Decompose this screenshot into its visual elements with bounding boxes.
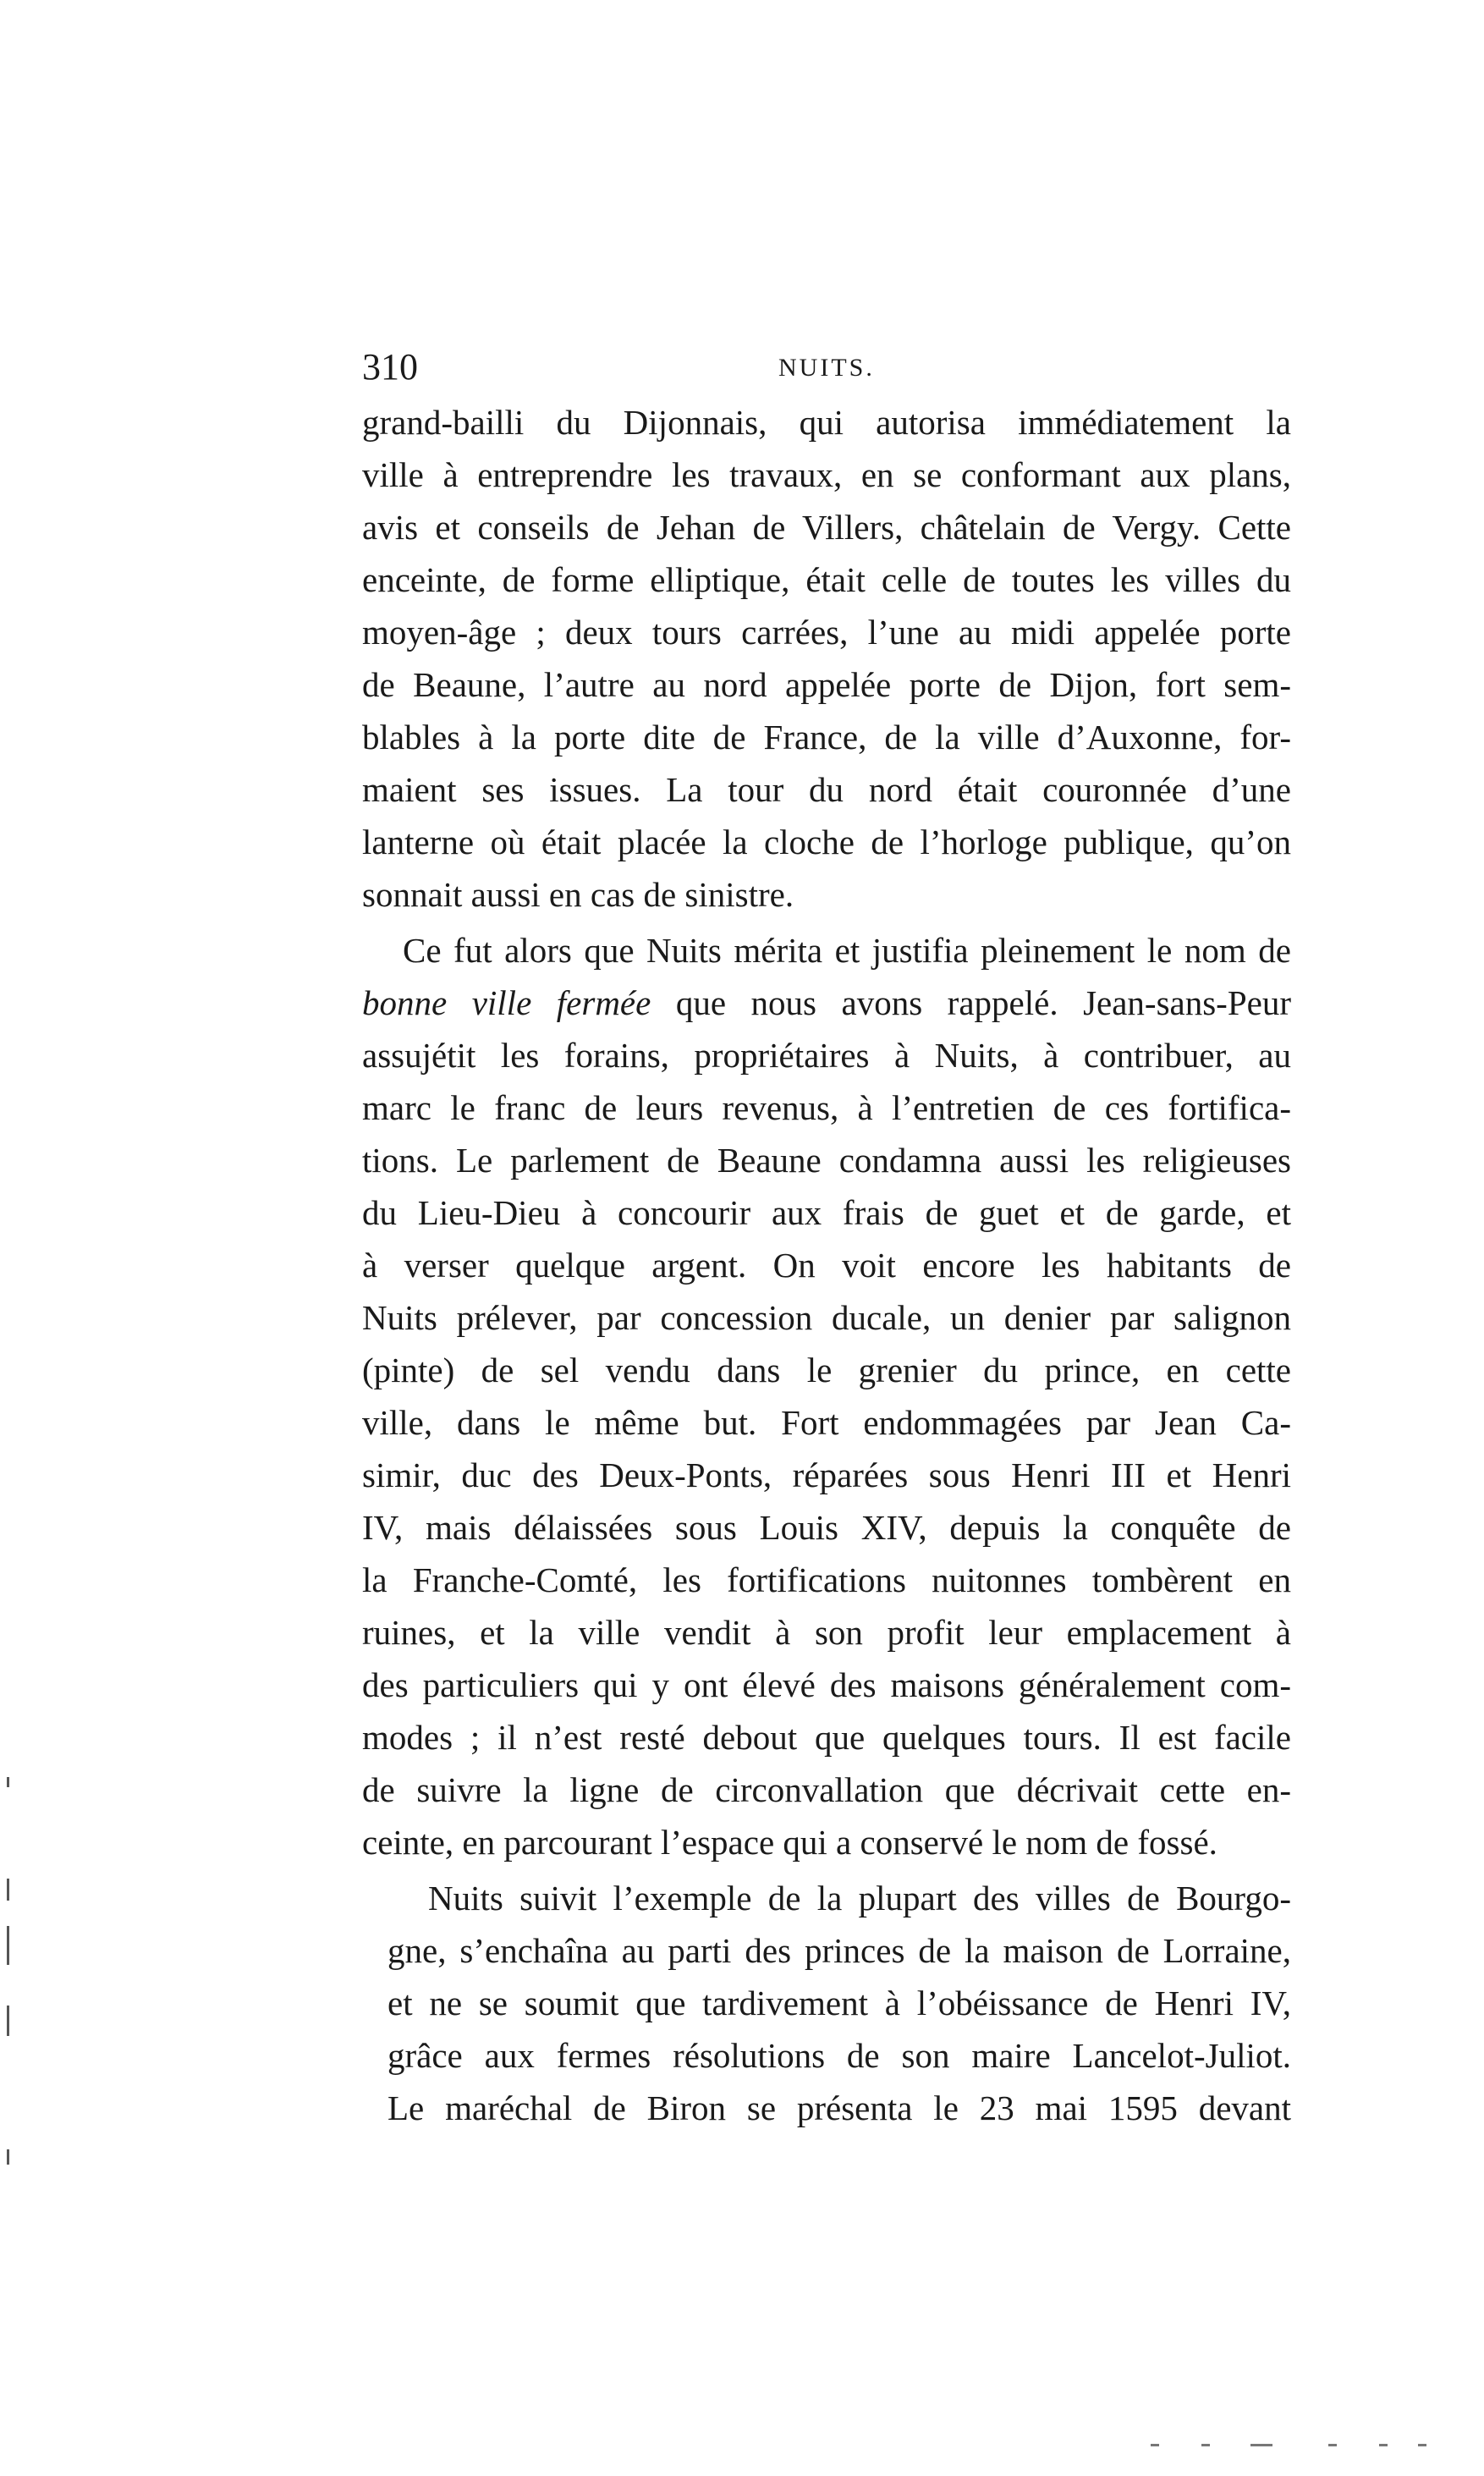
body-text xyxy=(362,396,1291,2134)
text-line: enceinte, de forme elliptique, était celle de toutes les villes du xyxy=(362,560,1291,599)
scan-mark xyxy=(1328,2444,1337,2446)
text-line: maient ses issues. La tour du nord était couronnée d’une xyxy=(362,770,1291,809)
scan-mark xyxy=(1250,2444,1272,2446)
text-line: Le maréchal de Biron se présenta le 23 mai 1595 devant xyxy=(387,2088,1291,2127)
text-line: de suivre la ligne de circonvallation que décrivait cette en- xyxy=(362,1770,1291,1809)
running-head xyxy=(362,342,1291,393)
scan-mark xyxy=(7,1926,9,1965)
text-line: moyen-âge ; deux tours carrées, l’une au midi appelée porte xyxy=(362,613,1291,652)
scan-foot-marks xyxy=(1151,2444,1430,2452)
text-line: Ce fut alors que Nuits mérita et justifia pleinement le nom de xyxy=(403,931,1291,970)
page-number: 310 xyxy=(362,346,418,388)
text-line: grand-bailli du Dijonnais, qui autorisa immédiatement la xyxy=(362,403,1291,442)
text-line: blables à la porte dite de France, de la ville d’Auxonne, for- xyxy=(362,718,1291,757)
text-line: modes ; il n’est resté debout que quelques tours. Il est facile xyxy=(362,1718,1291,1757)
scan-mark xyxy=(7,1777,9,1787)
scan-mark xyxy=(1379,2444,1388,2446)
text-line: du Lieu-Dieu à concourir aux frais de guet et de garde, et xyxy=(362,1193,1291,1232)
italic-phrase: bonne ville fermée xyxy=(362,983,651,1022)
text-line: assujétit les forains, propriétaires à Nuits, à contribuer, au xyxy=(362,1036,1291,1075)
paragraph-3 xyxy=(362,1872,1291,2134)
text-line: lanterne où était placée la cloche de l’horloge publique, qu’on xyxy=(362,823,1291,861)
text-line: Nuits prélever, par concession ducale, un denier par salignon xyxy=(362,1298,1291,1337)
text-line: ville à entreprendre les travaux, en se conformant aux plans, xyxy=(362,455,1291,494)
text-segment: que nous avons rappelé. Jean-sans-Peur xyxy=(651,983,1291,1022)
text-line: et ne se soumit que tardivement à l’obéissance de Henri IV, xyxy=(387,1984,1291,2022)
scan-mark xyxy=(7,2149,9,2165)
text-line: la Franche-Comté, les fortifications nuitonnes tombèrent en xyxy=(362,1560,1291,1599)
scan-mark xyxy=(1151,2444,1159,2446)
scan-mark xyxy=(1418,2444,1426,2446)
text-line: Nuits suivit l’exemple de la plupart des villes de Bourgo- xyxy=(428,1879,1291,1918)
scan-mark xyxy=(7,2006,9,2036)
text-line: des particuliers qui y ont élevé des maisons généralement com- xyxy=(362,1665,1291,1704)
text-line: (pinte) de sel vendu dans le grenier du prince, en cette xyxy=(362,1351,1291,1389)
scan-mark xyxy=(7,1879,9,1901)
text-line: de Beaune, l’autre au nord appelée porte de Dijon, fort sem- xyxy=(362,665,1291,704)
text-line: IV, mais délaissées sous Louis XIV, depuis la conquête de xyxy=(362,1508,1291,1547)
text-line xyxy=(362,977,1291,1029)
text-line: ruines, et la ville vendit à son profit leur emplacement à xyxy=(362,1613,1291,1652)
text-line: ceinte, en parcourant l’espace qui a conservé le nom de fossé. xyxy=(362,1823,1217,1862)
scan-margin-marks xyxy=(7,1777,15,2200)
text-line: marc le franc de leurs revenus, à l’entretien de ces fortifica- xyxy=(362,1088,1291,1127)
text-line: avis et conseils de Jehan de Villers, châtelain de Vergy. Cette xyxy=(362,508,1291,547)
running-title: NUITS. xyxy=(778,354,875,382)
text-line: tions. Le parlement de Beaune condamna aussi les religieuses xyxy=(362,1141,1291,1180)
text-line: simir, duc des Deux-Ponts, réparées sous Henri III et Henri xyxy=(362,1455,1291,1494)
text-line: ville, dans le même but. Fort endommagées par Jean Ca- xyxy=(362,1403,1291,1442)
text-line: sonnait aussi en cas de sinistre. xyxy=(362,875,794,914)
scan-mark xyxy=(1201,2444,1210,2446)
text-line: grâce aux fermes résolutions de son maire Lancelot-Juliot. xyxy=(387,2036,1291,2075)
text-line: à verser quelque argent. On voit encore les habitants de xyxy=(362,1246,1291,1285)
paragraph-2 xyxy=(362,924,1291,1868)
paragraph-1 xyxy=(362,396,1291,921)
text-line: gne, s’enchaîna au parti des princes de la maison de Lorraine, xyxy=(387,1931,1291,1970)
